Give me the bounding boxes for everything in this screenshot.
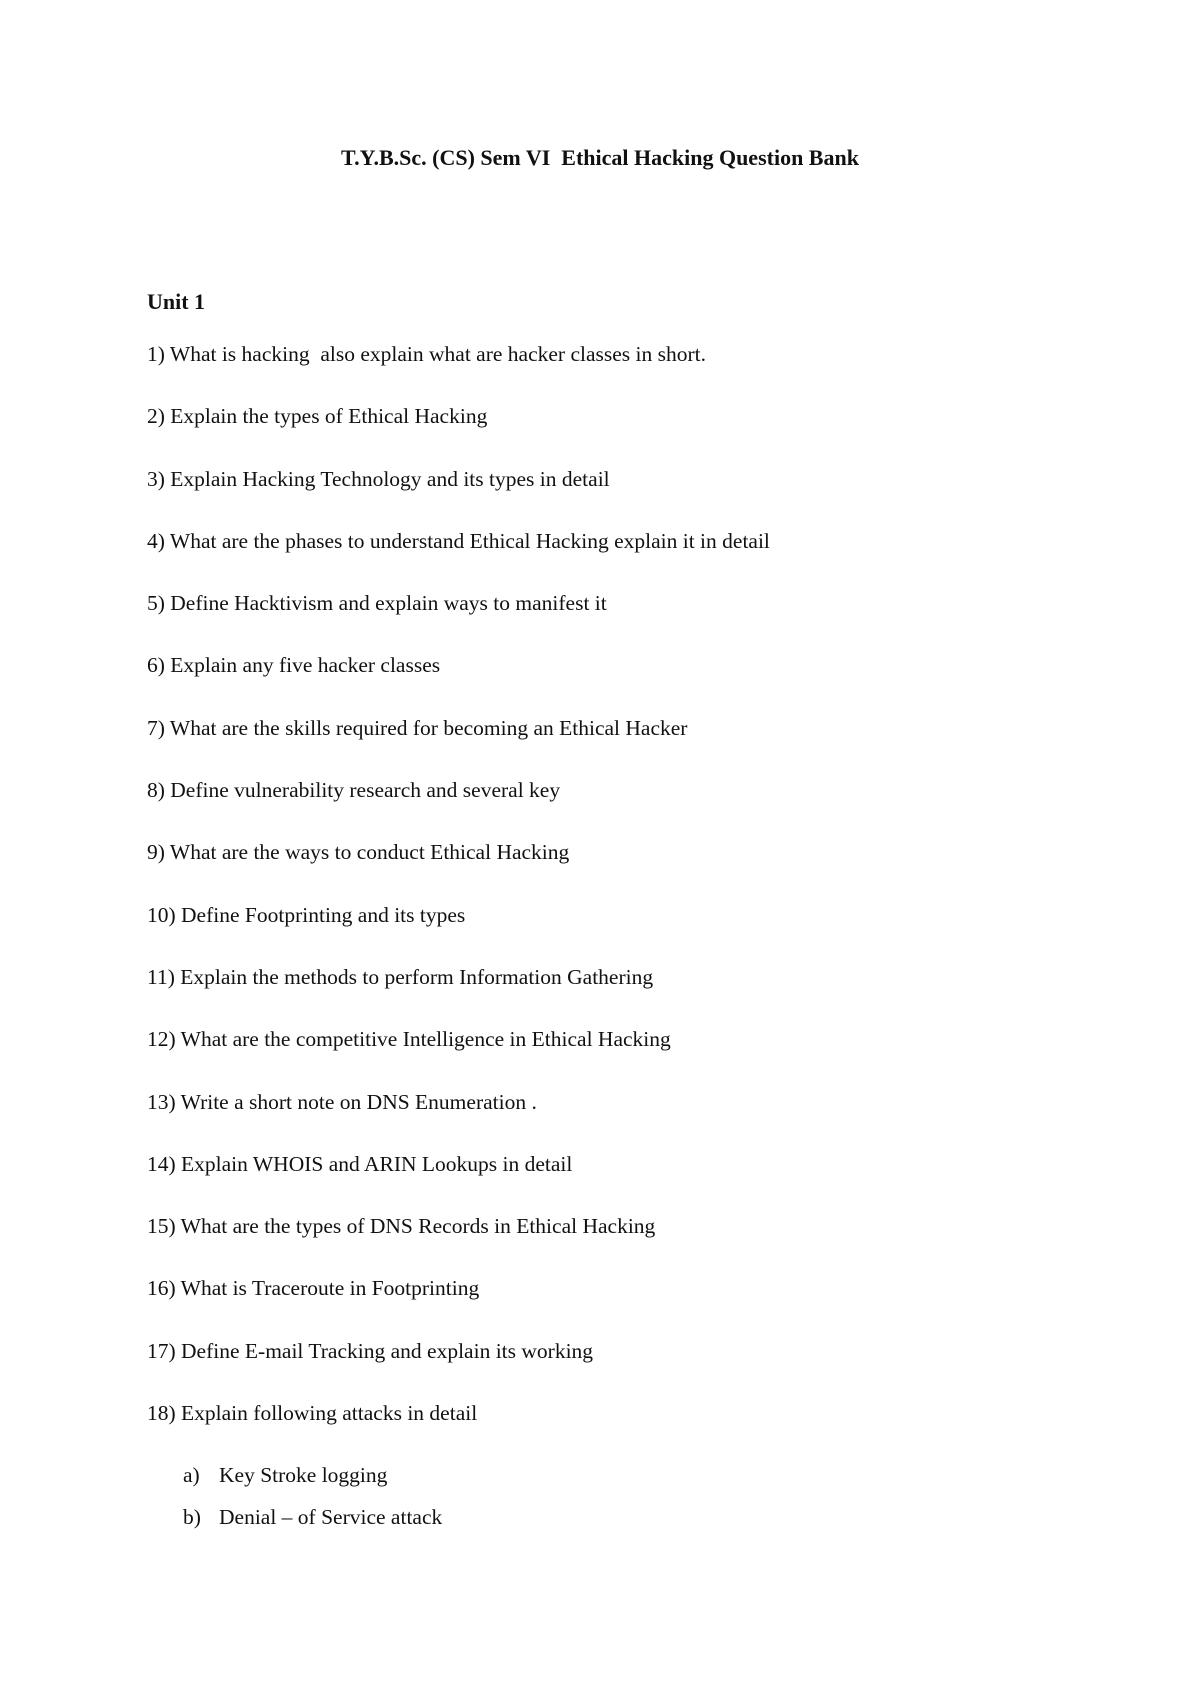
unit-heading: Unit 1 [147,289,206,314]
question-item: 14) Explain WHOIS and ARIN Lookups in detail [147,1151,573,1176]
question-item: 18) Explain following attacks in detail [147,1401,478,1426]
sub-item-list [183,1461,442,1545]
question-item: 15) What are the types of DNS Records in Ethical Hacking [147,1214,656,1239]
question-item: 2) Explain the types of Ethical Hacking [147,404,488,429]
question-item: 10) Define Footprinting and its types [147,902,466,927]
question-item: 13) Write a short note on DNS Enumeration . [147,1089,537,1114]
question-item: 11) Explain the methods to perform Information Gathering [147,964,654,989]
sub-item [183,1461,442,1503]
sub-item-text: Denial – of Service attack [219,1505,443,1529]
question-item: 17) Define E-mail Tracking and explain its working [147,1338,594,1363]
question-item: 1) What is hacking also explain what are hacker classes in short. [147,342,707,366]
sub-item-label: b) [183,1505,201,1529]
question-item: 4) What are the phases to understand Ethical Hacking explain it in detail [147,528,770,553]
question-item: 8) Define vulnerability research and several key [147,778,561,803]
question-item: 6) Explain any five hacker classes [147,653,441,678]
question-item: 5) Define Hacktivism and explain ways to manifest it [147,591,607,616]
question-item: 9) What are the ways to conduct Ethical Hacking [147,840,570,865]
question-item: 3) Explain Hacking Technology and its types in detail [147,466,610,491]
question-item: 12) What are the competitive Intelligence in Ethical Hacking [147,1027,671,1052]
sub-item-label: a) [183,1463,200,1487]
page-title: T.Y.B.Sc. (CS) Sem VI Ethical Hacking Question Bank [341,145,859,170]
sub-item-text: Key Stroke logging [219,1463,388,1487]
question-list [147,340,1107,1461]
question-item: 7) What are the skills required for becoming an Ethical Hacker [147,715,688,740]
question-item: 16) What is Traceroute in Footprinting [147,1276,480,1301]
sub-item [183,1503,442,1545]
